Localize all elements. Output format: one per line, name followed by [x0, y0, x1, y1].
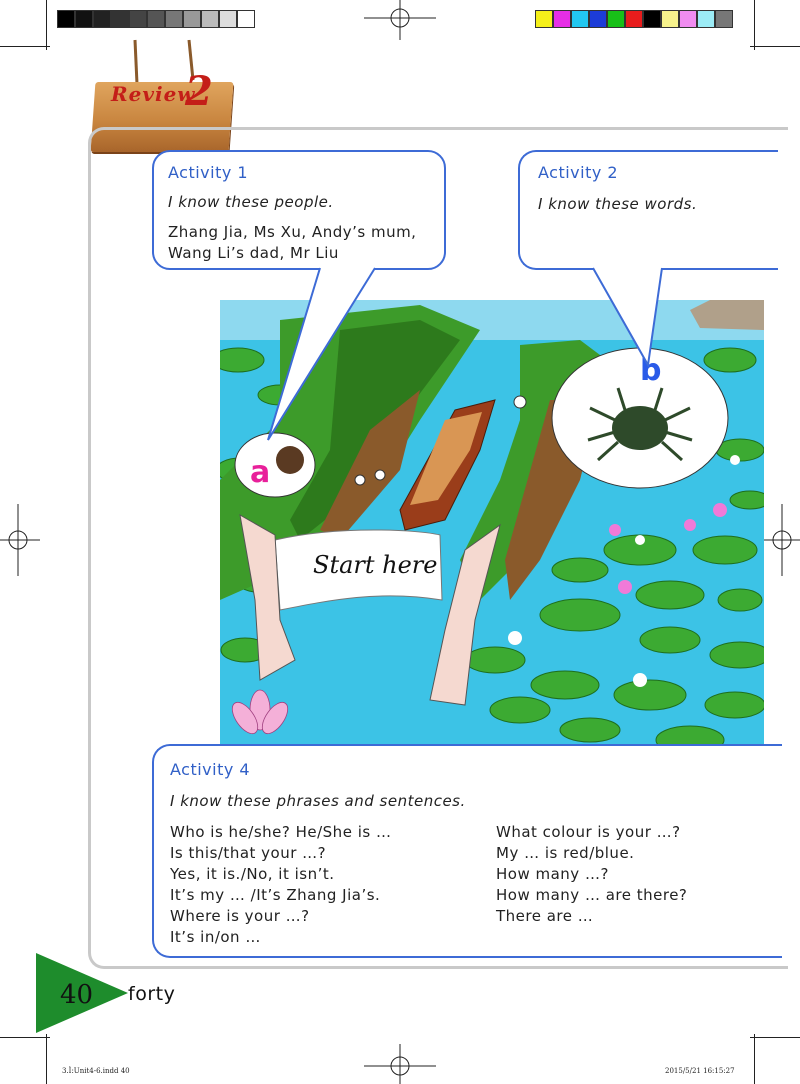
activity4-left-list: [170, 822, 391, 948]
activity1-line1: Zhang Jia, Ms Xu, Andy’s mum,: [168, 223, 417, 241]
activity4-title: Activity 4: [170, 760, 251, 779]
list-item: It’s in/on …: [170, 928, 261, 946]
slug-file: 3.Ì:Unit4-6.indd 40: [62, 1067, 130, 1075]
list-item: There are …: [496, 907, 594, 925]
list-item: How many … are there?: [496, 886, 688, 904]
activity4-subtitle: I know these phrases and sentences.: [170, 792, 466, 810]
list-item: Who is he/she? He/She is …: [170, 823, 392, 841]
activity2-subtitle: I know these words.: [538, 195, 698, 213]
list-item: Is this/that your …?: [170, 844, 327, 862]
page-number: 40: [60, 980, 94, 1010]
activity1-subtitle: I know these people.: [168, 193, 334, 211]
list-item: How many …?: [496, 865, 609, 883]
review-label: Review: [111, 82, 196, 106]
page-word: forty: [128, 983, 176, 1005]
list-item: My … is red/blue.: [496, 844, 635, 862]
bubble-a-letter: a: [250, 455, 271, 490]
activity1-line2: Wang Li’s dad, Mr Liu: [168, 244, 339, 262]
list-item: What colour is your …?: [496, 823, 681, 841]
bubble-b-letter: b: [640, 353, 662, 388]
list-item: Yes, it is./No, it isn’t.: [170, 865, 335, 883]
activity1-title: Activity 1: [168, 163, 249, 182]
review-number: 2: [185, 68, 213, 115]
list-item: Where is your …?: [170, 907, 310, 925]
activity4-bubble: [152, 744, 782, 958]
start-here-text: Start here: [313, 551, 438, 579]
list-item: It’s my … /It’s Zhang Jia’s.: [170, 886, 381, 904]
slug-timestamp: 2015/5/21 16:15:27: [665, 1067, 735, 1075]
activity2-title: Activity 2: [538, 163, 619, 182]
activity4-right-list: [496, 822, 687, 927]
